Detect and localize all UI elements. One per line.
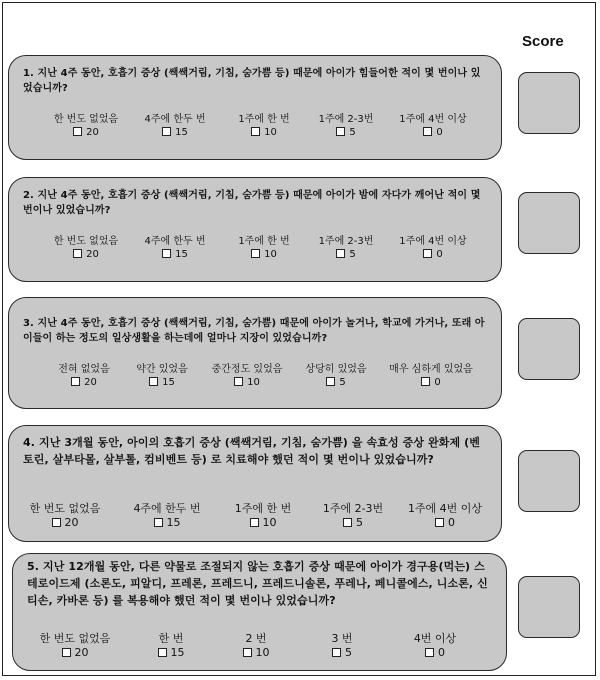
option-label: 1주에 2-3번 (318, 236, 374, 247)
option[interactable] (201, 363, 293, 389)
question-4-text: 4. 지난 3개월 동안, 아이의 호흡기 증상 (쌕쌕거림, 기침, 숨가쁨) 을 속효성 증상 완화제 (벤토린, 살부타몰, 살부톨, 컴비벤트 등) 로 치료해야 했던 적이 몇 번이나 있었습니까? (23, 436, 480, 466)
checkbox[interactable] (421, 377, 430, 386)
question-5-text: 5. 지난 12개월 동안, 다른 약물로 조절되지 않는 호흡기 증상 때문에 아이가 경구용(먹는) 스테로이드제 (소론도, 피알디, 프레론, 프레드니, 프레드니솔론, 푸레나, 페니콜에스, 니소론, 신티손, 카바론 등) 를 복용해야 했던 적이 몇 번이나 있었습니까? (27, 560, 488, 607)
option[interactable] (213, 632, 299, 660)
option-points: 0 (436, 127, 443, 138)
option-points: 5 (356, 516, 363, 529)
checkbox[interactable] (73, 127, 82, 136)
score-column-title: Score (522, 33, 564, 50)
option[interactable] (293, 363, 379, 389)
checkbox[interactable] (336, 127, 345, 136)
checkbox[interactable] (154, 518, 163, 527)
option[interactable] (221, 113, 307, 139)
score-box-3[interactable] (518, 318, 580, 380)
option-label: 1주에 한 번 (234, 502, 292, 515)
checkbox[interactable] (250, 518, 259, 527)
checkbox[interactable] (73, 249, 82, 258)
option-label: 3 번 (331, 632, 353, 645)
checkbox[interactable] (343, 518, 352, 527)
option-points: 15 (175, 249, 188, 260)
question-5-options (13, 632, 506, 660)
option-points: 5 (345, 646, 352, 659)
score-box-4[interactable] (518, 450, 580, 512)
option-label: 4번 이상 (413, 632, 457, 645)
option[interactable] (379, 363, 483, 389)
checkbox[interactable] (423, 127, 432, 136)
option[interactable] (43, 113, 129, 139)
option-label: 1주에 한 번 (238, 114, 290, 125)
option[interactable] (117, 502, 217, 530)
option-label: 4주에 한두 번 (144, 114, 206, 125)
checkbox[interactable] (332, 648, 341, 657)
option-label: 1주에 4번 이상 (399, 114, 467, 125)
checkbox[interactable] (149, 377, 158, 386)
option[interactable] (13, 502, 117, 530)
question-4 (8, 425, 502, 542)
option[interactable] (45, 363, 123, 389)
question-4-options (9, 502, 501, 530)
option-label: 한 번도 없었음 (29, 502, 101, 515)
checkbox[interactable] (251, 127, 260, 136)
checkbox[interactable] (243, 648, 252, 657)
option-points: 10 (247, 377, 260, 388)
checkbox[interactable] (62, 648, 71, 657)
option[interactable] (129, 235, 221, 261)
option-points: 20 (86, 249, 99, 260)
option-points: 0 (436, 249, 443, 260)
option-points: 10 (255, 646, 270, 659)
option[interactable] (385, 632, 485, 660)
question-2-options (9, 235, 501, 261)
option-points: 20 (84, 377, 97, 388)
option[interactable] (307, 113, 385, 139)
question-3-text: 3. 지난 4주 동안, 호흡기 증상 (쌕쌕거림, 기침, 숨가쁨) 때문에 아이가 놀거나, 학교에 가거나, 또래 아이들이 하는 정도의 일상생활을 하는데에 얼마나 지장이 있었습니까? (23, 318, 485, 344)
option-points: 0 (434, 377, 441, 388)
option-points: 10 (262, 516, 277, 529)
checkbox[interactable] (425, 648, 434, 657)
option[interactable] (385, 235, 481, 261)
option-label: 전혀 없었음 (58, 364, 110, 375)
question-1-text: 1. 지난 4주 동안, 호흡기 증상 (쌕쌕거림, 기침, 숨가쁨 등) 때문에 아이가 힘들어한 적이 몇 번이나 있었습니까? (23, 68, 481, 94)
option-label: 1주에 4번 이상 (399, 236, 467, 247)
question-2-text: 2. 지난 4주 동안, 호흡기 증상 (쌕쌕거림, 기침, 숨가쁨 등) 때문에 아이가 밤에 자다가 깨어난 적이 몇 번이나 있었습니까? (23, 190, 481, 216)
option-label: 약간 있었음 (136, 364, 188, 375)
option-label: 1주에 2-3번 (318, 114, 374, 125)
option[interactable] (309, 502, 397, 530)
option-points: 15 (175, 127, 188, 138)
option-label: 한 번 (158, 632, 184, 645)
option-label: 중간정도 있었음 (211, 364, 283, 375)
option-points: 15 (166, 516, 181, 529)
option[interactable] (129, 113, 221, 139)
option-points: 10 (264, 127, 277, 138)
option-points: 0 (448, 516, 455, 529)
option-points: 15 (170, 646, 185, 659)
option[interactable] (385, 113, 481, 139)
option-label: 1주에 한 번 (238, 236, 290, 247)
option[interactable] (123, 363, 201, 389)
option-label: 1주에 4번 이상 (407, 502, 483, 515)
question-1-options (9, 113, 501, 139)
question-2 (8, 177, 502, 282)
option[interactable] (217, 502, 309, 530)
checkbox[interactable] (234, 377, 243, 386)
checkbox[interactable] (251, 249, 260, 258)
option-label: 4주에 한두 번 (144, 236, 206, 247)
option[interactable] (397, 502, 493, 530)
option-label: 2 번 (245, 632, 267, 645)
checkbox[interactable] (423, 249, 432, 258)
question-3 (8, 297, 502, 409)
checkbox[interactable] (326, 377, 335, 386)
score-box-1[interactable] (518, 72, 580, 134)
checkbox[interactable] (71, 377, 80, 386)
option-label: 상당히 있었음 (305, 364, 367, 375)
option[interactable] (21, 632, 129, 660)
option-points: 10 (264, 249, 277, 260)
question-3-options (9, 363, 501, 389)
option[interactable] (129, 632, 213, 660)
option-points: 5 (349, 127, 356, 138)
option-points: 20 (64, 516, 79, 529)
score-box-5[interactable] (518, 576, 580, 638)
option-points: 20 (86, 127, 99, 138)
checkbox[interactable] (158, 648, 167, 657)
option-points: 0 (438, 646, 445, 659)
option-label: 한 번도 없었음 (53, 114, 119, 125)
option-points: 15 (162, 377, 175, 388)
option-label: 1주에 2-3번 (322, 502, 384, 515)
score-box-2[interactable] (518, 192, 580, 254)
option-label: 매우 심하게 있었음 (389, 364, 473, 375)
checkbox[interactable] (336, 249, 345, 258)
option-points: 20 (74, 646, 89, 659)
checkbox[interactable] (162, 249, 171, 258)
question-1 (8, 55, 502, 160)
option-label: 4주에 한두 번 (133, 502, 201, 515)
checkbox[interactable] (162, 127, 171, 136)
checkbox[interactable] (52, 518, 61, 527)
question-5 (12, 553, 507, 671)
option[interactable] (43, 235, 129, 261)
option-points: 5 (339, 377, 346, 388)
checkbox[interactable] (435, 518, 444, 527)
option[interactable] (299, 632, 385, 660)
option-label: 한 번도 없었음 (53, 236, 119, 247)
option-label: 한 번도 없었음 (39, 632, 111, 645)
option-points: 5 (349, 249, 356, 260)
option[interactable] (307, 235, 385, 261)
option[interactable] (221, 235, 307, 261)
